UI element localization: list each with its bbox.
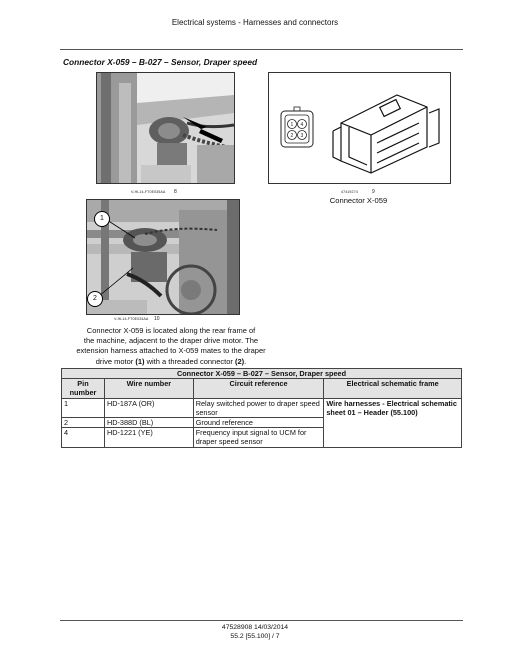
figure-10-code: V-HL14-FT0E034AA — [114, 317, 149, 321]
pin-2-label: 2 — [290, 133, 294, 139]
connector-pin-table — [61, 368, 462, 448]
figure-10-number: 10 — [154, 316, 160, 322]
connector-location-description — [62, 326, 280, 367]
footer-divider — [60, 620, 463, 621]
wire-cell: HD-187A (OR) — [104, 398, 193, 417]
wire-cell: HD-1221 (YE) — [104, 428, 193, 447]
table-row — [62, 398, 462, 417]
table-header-row — [62, 379, 462, 398]
callout-2: 2 — [87, 291, 103, 307]
circuit-cell: Relay switched power to draper speed sensor — [193, 398, 324, 417]
circuit-cell: Frequency input signal to UCM for draper speed sensor — [193, 428, 324, 447]
header-circuit-reference: Circuit reference — [193, 379, 324, 398]
header-wire-number: Wire number — [104, 379, 193, 398]
pin-4-label: 4 — [300, 122, 304, 128]
description-line-4-middle: with a threaded connector — [144, 356, 235, 366]
pin-1-label: 1 — [290, 122, 294, 128]
reference-1: (1) — [135, 356, 145, 366]
figure-9-code: 47419274 — [341, 190, 358, 194]
description-line-4-prefix: drive motor — [95, 356, 136, 366]
figure-9-drawing — [268, 72, 451, 184]
figure-10-photo — [86, 199, 240, 315]
schematic-frame-cell: Wire harnesses - Electrical schematic sheet 01 – Header (55.100) — [324, 398, 462, 447]
table-title: Connector X-059 – B-027 – Sensor, Draper speed — [62, 369, 462, 379]
description-line-4 — [62, 357, 280, 367]
callout-1: 1 — [94, 211, 110, 227]
connector-drawing — [269, 73, 450, 183]
circuit-cell: Ground reference — [193, 418, 324, 428]
header-divider — [60, 49, 463, 50]
description-line-3: extension harness attached to X-059 mates to the draper — [76, 346, 266, 356]
footer-document-id: 47528908 14/03/2014 — [221, 624, 289, 631]
pin-cell: 1 — [62, 398, 105, 417]
description-line-4-suffix: . — [244, 356, 247, 366]
description-line-2: the machine, adjacent to the draper drive motor. The — [83, 336, 259, 346]
pin-cell: 4 — [62, 428, 105, 447]
description-line-1: Connector X-059 is located along the rear frame of — [86, 326, 256, 335]
header-pin-number: Pin number — [62, 379, 105, 398]
section-title: Connector X-059 – B-027 – Sensor, Draper speed — [63, 57, 258, 67]
reference-2: (2) — [235, 356, 245, 366]
wire-cell: HD-388D (BL) — [104, 418, 193, 428]
footer-page-number: 55.2 [55.100] / 7 — [230, 633, 280, 640]
pin-cell: 2 — [62, 418, 105, 428]
page-header-title: Electrical systems - Harnesses and connectors — [171, 18, 339, 27]
figure-9-caption: Connector X-059 — [329, 196, 388, 205]
figure-8-code: V-HL14-FT0E035AA — [131, 190, 166, 194]
figure-8-photo — [96, 72, 235, 184]
pin-3-label: 3 — [300, 133, 304, 139]
figure-8-number: 8 — [174, 189, 177, 195]
harness-photo-illustration — [97, 73, 234, 183]
figure-9-number: 9 — [372, 189, 375, 195]
header-schematic-frame: Electrical schematic frame — [324, 379, 462, 398]
